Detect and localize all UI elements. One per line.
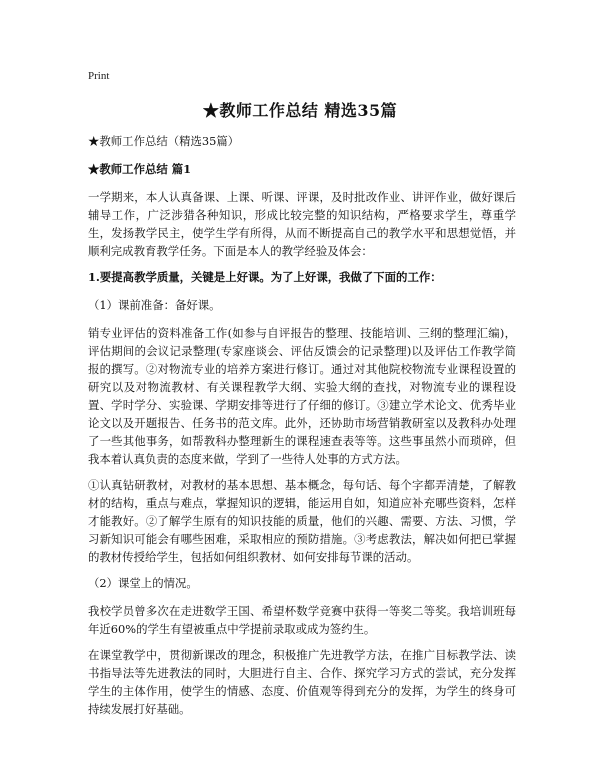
paragraph-study-materials: ①认真钻研教材，对教材的基本思想、基本概念，每句话、每个字都弄清楚，了解教材的结构，重点与难点，掌握知识的逻辑，能运用自如，知道应补充哪些资料，怎样才能教好。②了解学生原有的知识技能的质量，他们的兴趣、需要、方法、习惯，学习新知识可能会有哪些困难，采取相应的预防措施。③考虑教法，解决如何把已掌握的教材传授给学生，包括如何组织教材、如何安排每节课的活动。 [88, 478, 516, 564]
sub-item-prep: （1）课前准备：备好课。 [88, 298, 221, 312]
document-title: ★教师工作总结 精选35篇 [202, 101, 398, 120]
print-label: Print [88, 70, 110, 82]
sub-item-classroom: （2）课堂上的情况。 [88, 576, 198, 590]
section-heading: ★教师工作总结 篇1 [88, 162, 192, 176]
document-subtitle: ★教师工作总结（精选35篇） [88, 134, 240, 148]
paragraph-evaluation-work: 销专业评估的资料准备工作(如参与自评报告的整理、技能培训、三纲的整理汇编)，评估期间的会议记录整理(专家座谈会、评估反馈会的记录整理)以及评估工作教学简报的撰写。②对物流专业的培养方案进行修订。通过对其他院校物流专业课程设置的研究以及对物流教材、有关课程教学大纲、实验大纲的查找，对物流专业的课程设置、学时学分、实验课、学期安排等进行了仔细的修订。③建立学术论文、优秀毕业论文以及开题报告、任务书的范文库。此外，还协助市场营销教研室以及教科办处理了一些其他事务，如帮教科办整理新生的课程速查表等等。这些事虽然小而琐碎，但我本着认真负责的态度来做，学到了一些待人处事的方式方法。 [88, 326, 516, 466]
point-heading-1: 1.要提高教学质量，关键是上好课。为了上好课，我做了下面的工作： [88, 270, 442, 284]
document-body [88, 132, 516, 726]
paragraph-intro: 一学期来，本人认真备课、上课、听课、评课，及时批改作业、讲评作业，做好课后辅导工作，广泛涉猎各种知识，形成比较完整的知识结构，严格要求学生，尊重学生，发扬教学民主，使学生学有所得，从而不断提高自己的教学水平和思想觉悟，并顺利完成教育教学任务。下面是本人的教学经验及体会： [88, 190, 516, 258]
paragraph-achievements: 我校学员曾多次在走进数学王国、希望杯数学竞赛中获得一等奖二等奖。我培训班每年近60%的学生有望被重点中学提前录取或成为签约生。 [88, 604, 516, 636]
paragraph-teaching-reform: 在课堂教学中，贯彻新课改的理念，积极推广先进教学方法，在推广目标教学法、读书指导法等先进教法的同时，大胆进行自主、合作、探究学习方式的尝试，充分发挥学生的主体作用，使学生的情感、态度、价值观等得到充分的发挥，为学生的终身可持续发展打好基础。 [88, 648, 516, 716]
